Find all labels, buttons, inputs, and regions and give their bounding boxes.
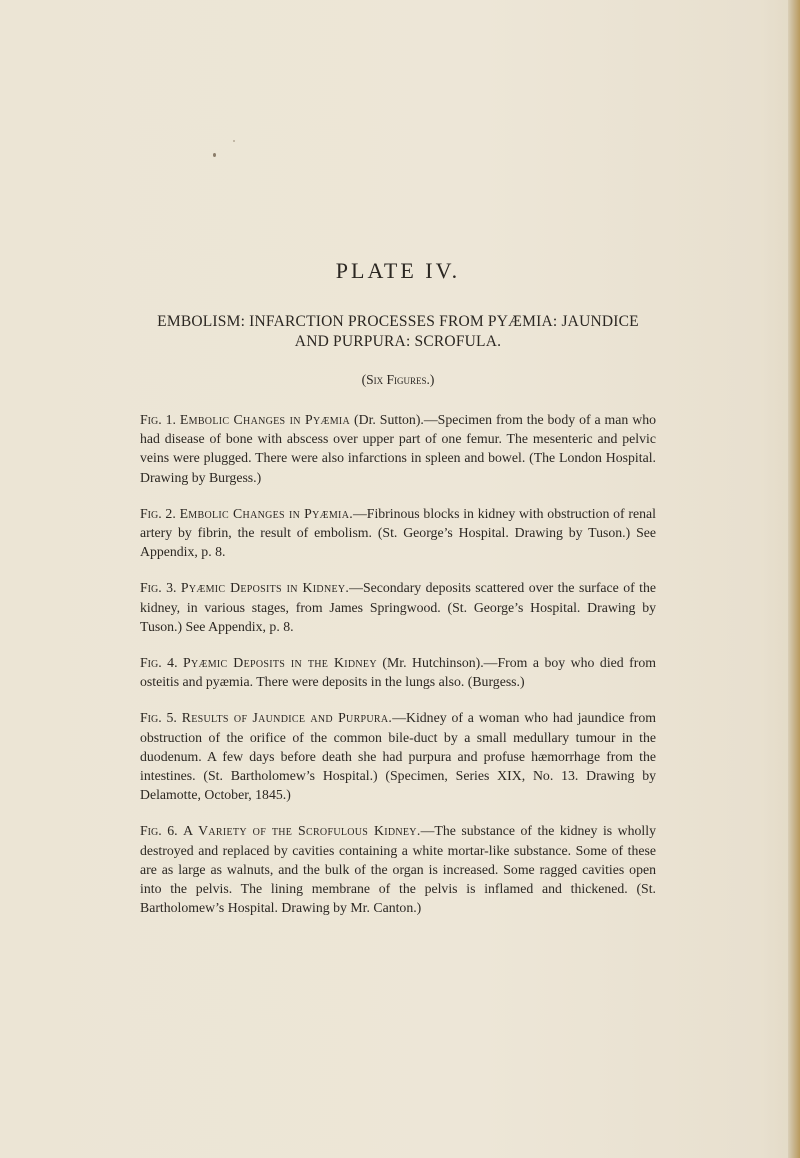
figure-title: Embolic Changes in Pyæmia [179,412,351,427]
figure-title: Pyæmic Deposits in Kidney. [180,580,350,596]
paper-speck [213,153,216,157]
plate-subtitle: EMBOLISM: INFARCTION PROCESSES FROM PYÆMIA: JAUNDICE AND PURPURA: SCROFULA. [157,313,639,350]
figure-caption [140,578,656,636]
figure-caption [140,653,656,691]
figure-number: Fig. 5. [140,710,177,726]
figure-title: Embolic Changes in Pyæmia. [179,505,353,521]
figure-title: Results of Jaundice and Purpura. [181,710,393,726]
figure-caption [140,504,656,562]
figure-title: A Variety of the Scrofulous Kidney. [183,823,421,839]
figure-description: —Fibrinous blocks in kidney with obstruction of renal artery by fibrin, the result of embolism. (St. George’s Hospital. Drawing by Tuson.) See Appendix, p. 8. [140,505,656,560]
figure-description: —Secondary deposits scattered over the surface of the kidney, in various stages, from James Springwood. (St. George’s Hospital. Drawing by Tuson.) See Appendix, p. 8. [140,580,656,634]
figure-count: (Six Figures.) [361,372,435,387]
paper-speck [233,140,235,142]
figure-number: Fig. 3. [140,580,177,596]
figure-number: Fig. 2. [140,505,176,521]
plate-title: PLATE IV. [335,258,461,283]
figure-caption [140,708,656,804]
figure-caption [140,410,656,487]
figure-description: —The substance of the kidney is wholly destroyed and replaced by cavities containing a white mortar-like substance. Some of these are as large as walnuts, and the bulk of the organ is increased. Some ragged cavities open into the pelvis. The lining membrane of the pelvis is inflamed and thickened. (St. Bartholomew’s Hospital. Drawing by Mr. Canton.) [140,823,656,916]
figure-title: Pyæmic Deposits in the Kidney [183,655,377,671]
page-edge-stain [788,0,800,1158]
figure-caption [140,821,656,917]
figure-description: —Kidney of a woman who had jaundice from obstruction of the orifice of the common bile-duct by a small medullary tumour in the duodenum. A few days before death she had purpura and profuse hæmorrhage from the intestines. (St. Bartholomew’s Hospital.) (Specimen, Series XIX, No. 13. Drawing by Delamotte, October, 1845.) [140,710,656,803]
figure-description: (Dr. Sutton).—Specimen from the body of a man who had disease of bone with abscess over upper part of one femur. The mesenteric and pelvic veins were plugged. There were also infarctions in spleen and bowel. (The London Hospital. Drawing by Burgess.) [140,412,656,485]
figure-number: Fig. 6. [140,823,178,839]
figure-description: (Mr. Hutchinson).—From a boy who died from osteitis and pyæmia. There were deposits in the lungs also. (Burgess.) [140,655,656,690]
figure-captions [140,410,656,934]
figure-number: Fig. 1. [140,412,176,427]
figure-number: Fig. 4. [140,655,178,671]
